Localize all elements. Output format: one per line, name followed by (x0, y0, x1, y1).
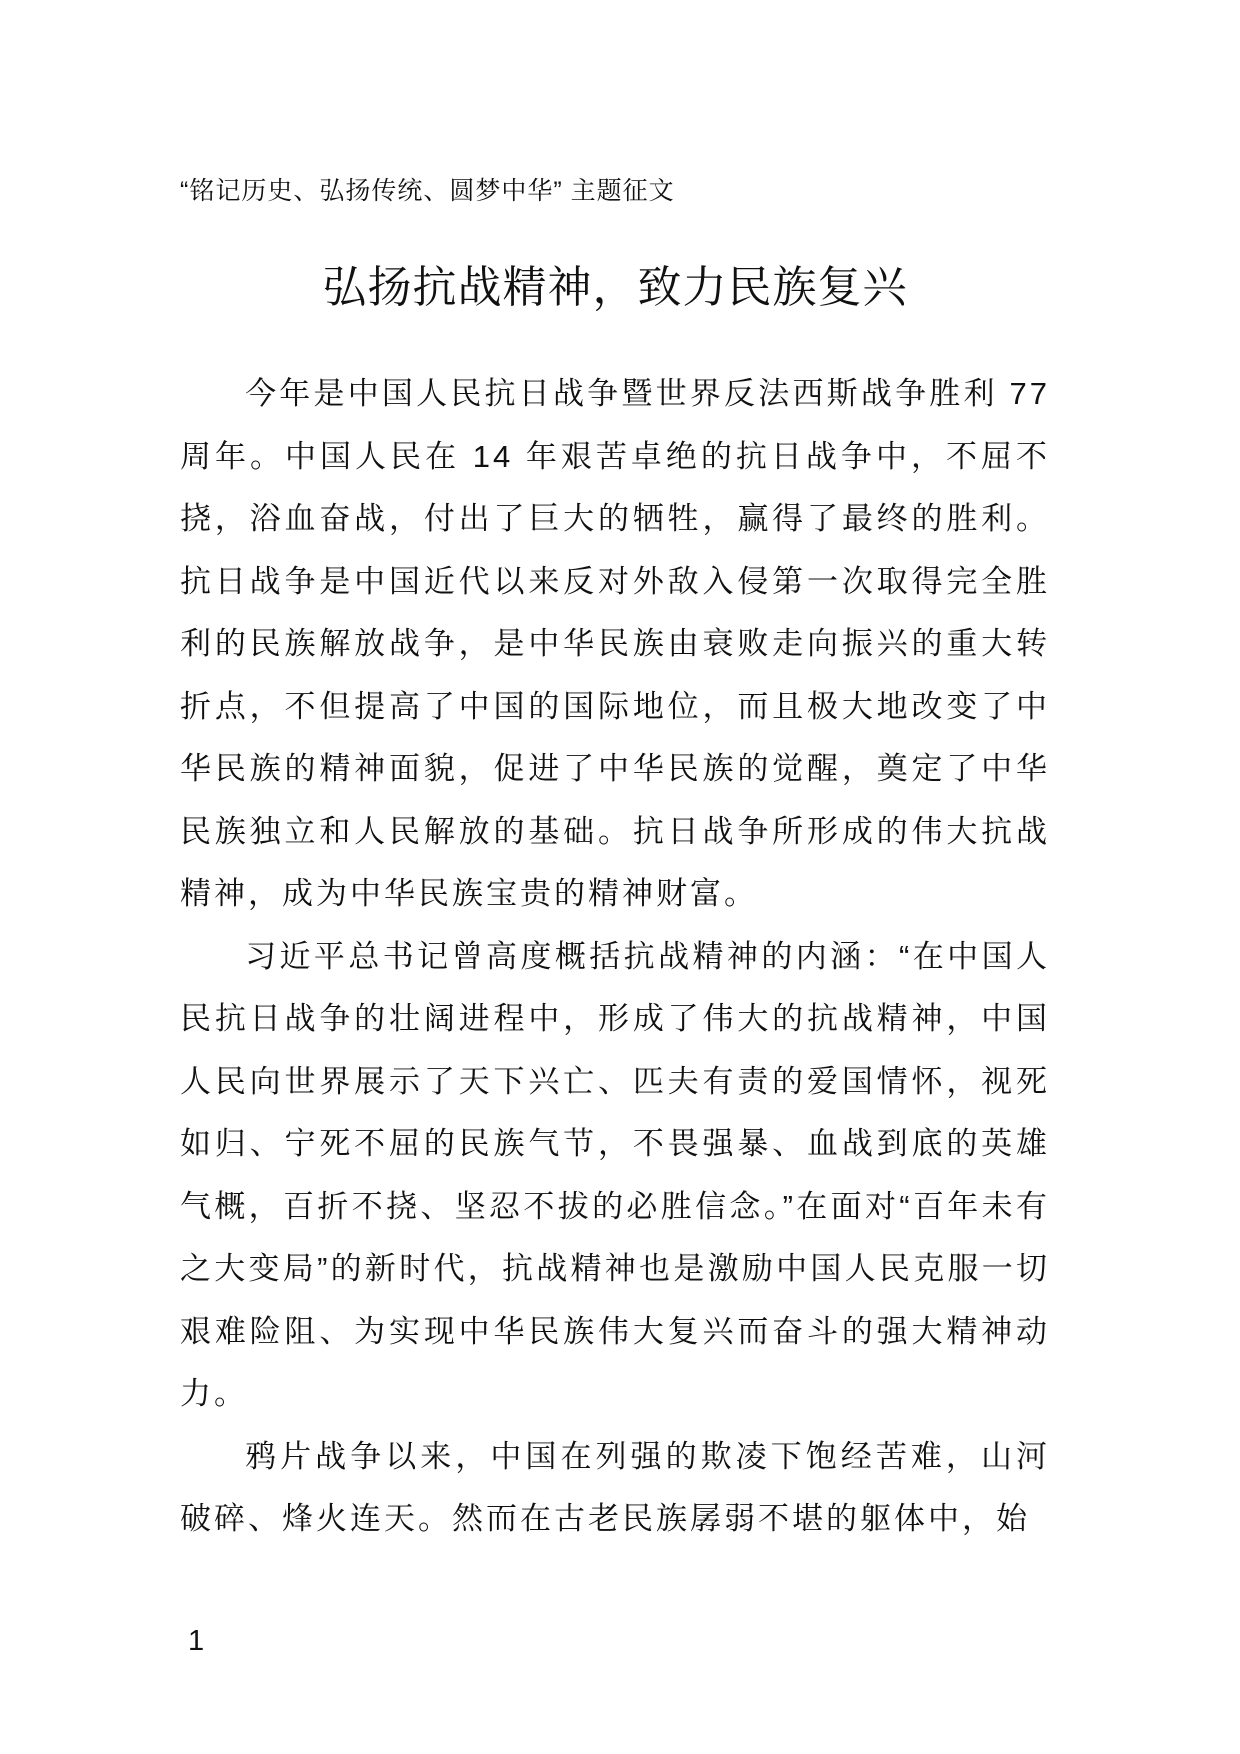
essay-paragraph-2: 习近平总书记曾高度概括抗战精神的内涵：“在中国人民抗日战争的壮阔进程中，形成了伟大的抗战精神，中国人民向世界展示了天下兴亡、匹夫有责的爱国情怀，视死如归、宁死不屈的民族气节，不畏强暴、血战到底的英雄气概，百折不挠、坚忍不拔的必胜信念。”在面对“百年未有之大变局”的新时代，抗战精神也是激励中国人民克服一切艰难险阻、为实现中华民族伟大复兴而奋斗的强大精神动力。 (180, 938, 1050, 1411)
essay-paragraph-3: 鸦片战争以来，中国在列强的欺凌下饱经苦难，山河破碎、烽火连天。然而在古老民族孱弱不堪的躯体中，始 (180, 1438, 1050, 1536)
essay-title: 弘扬抗战精神，致力民族复兴 (322, 263, 908, 312)
page-number: 1 (188, 1625, 205, 1657)
essay-body (180, 363, 1050, 1551)
theme-contest-header: “铭记历史、弘扬传统、圆梦中华” 主题征文 (180, 177, 675, 205)
essay-paragraph-1: 今年是中国人民抗日战争暨世界反法西斯战争胜利 77 周年。中国人民在 14 年艰苦卓绝的抗日战争中，不屈不挠，浴血奋战，付出了巨大的牺牲，赢得了最终的胜利。抗日战争是中国近代以来反对外敌入侵第一次取得完全胜利的民族解放战争，是中华民族由衰败走向振兴的重大转折点，不但提高了中国的国际地位，而且极大地改变了中华民族的精神面貌，促进了中华民族的觉醒，奠定了中华民族独立和人民解放的基础。抗日战争所形成的伟大抗战精神，成为中华民族宝贵的精神财富。 (180, 376, 1050, 911)
